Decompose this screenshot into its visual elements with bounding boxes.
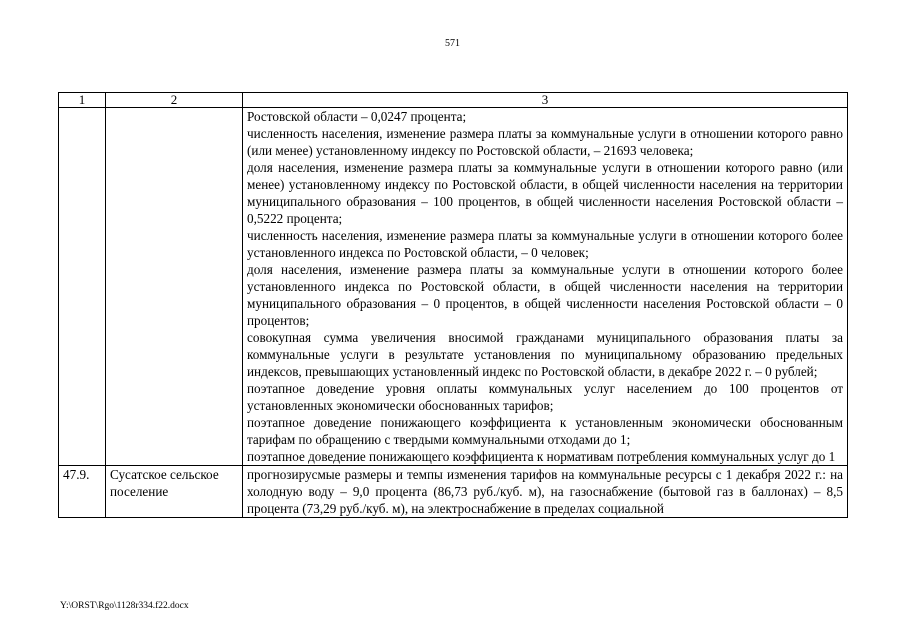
cell-row-number: 47.9. [59, 466, 106, 518]
cell-tariff-description [243, 466, 848, 518]
column-header-3: 3 [243, 93, 848, 108]
page-number: 571 [445, 38, 460, 49]
paragraph: совокупная сумма увеличения вносимой гражданами муниципального образования платы за коммунальные услуги в результате установления по муниципальному образованию предельных индексов, превышающих установленный индекс по Ростовской области, в декабре 2022 г. – 0 рублей; [247, 330, 843, 379]
cell-empty-settlement [106, 108, 243, 466]
paragraph: поэтапное доведение уровня оплаты коммунальных услуг населением до 100 процентов от установленных экономически обоснованных тарифов; [247, 381, 843, 413]
cell-empty-number [59, 108, 106, 466]
table-header-row [59, 93, 848, 108]
paragraph: доля населения, изменение размера платы за коммунальные услуги в отношении которого равно (или менее) установленному индексу по Ростовской области, в общей численности населения на территории муниципального образования – 100 процентов, в общей численности населения Ростовской области – 0,5222 процента; [247, 160, 843, 226]
paragraph: численность населения, изменение размера платы за коммунальные услуги в отношении которого более установленного индекса по Ростовской области, – 0 человек; [247, 228, 843, 260]
cell-settlement-name: Сусатское сельское поселение [106, 466, 243, 518]
paragraph: поэтапное доведение понижающего коэффициента к нормативам потребления коммунальных услуг до 1 [247, 449, 836, 464]
footer-file-path: Y:\ORST\Rgo\1128r334.f22.docx [60, 601, 189, 611]
table-row-47-9 [59, 466, 848, 518]
column-header-2: 2 [106, 93, 243, 108]
paragraph: доля населения, изменение размера платы за коммунальные услуги в отношении которого более установленного индекса по Ростовской области, в общей численности населения на территории муниципального образования – 0 процентов, в общей численности населения Ростовской области – 0 процентов; [247, 262, 843, 328]
paragraph: численность населения, изменение размера платы за коммунальные услуги в отношении которого равно (или менее) установленному индексу по Ростовской области, – 21693 человека; [247, 126, 843, 158]
paragraph: Ростовской области – 0,0247 процента; [247, 109, 467, 124]
table-row-continuation [59, 108, 848, 466]
paragraph: поэтапное доведение понижающего коэффициента к установленным экономически обоснованным тарифам по обращению с твердыми коммунальными отходами до 1; [247, 415, 843, 447]
column-header-1: 1 [59, 93, 106, 108]
cell-description [243, 108, 848, 466]
tariff-table [58, 92, 848, 518]
paragraph: прогнозирусмые размеры и темпы изменения тарифов на коммунальные ресурсы с 1 декабря 2022 г.: на холодную воду – 9,0 процента (86,73 руб./куб. м), на газоснабжение (бытовой газ в баллонах) – 8,5 процента (73,29 руб./куб. м), на электроснабжение в пределах социальной [247, 467, 843, 516]
